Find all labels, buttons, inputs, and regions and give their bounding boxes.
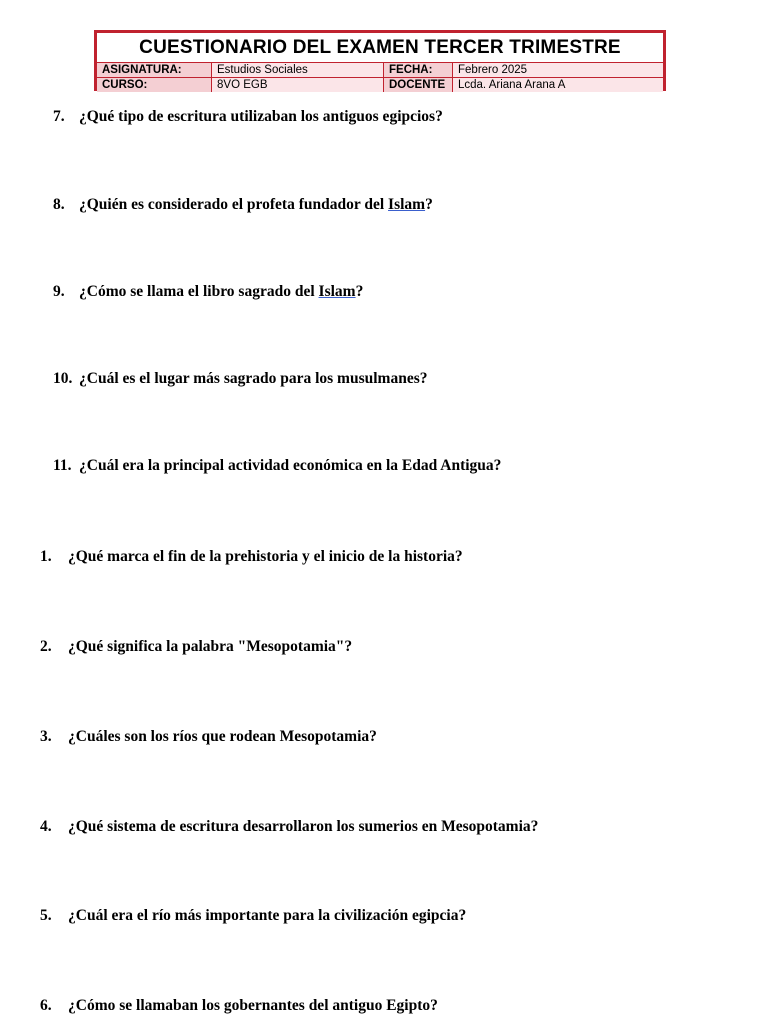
teacher-label: DOCENTE	[384, 78, 453, 92]
question-text-part: ¿Cómo se llama el libro sagrado del	[79, 283, 319, 300]
question-text: ¿Qué significa la palabra "Mesopotamia"?	[68, 638, 353, 655]
question-number: 2.	[40, 638, 52, 655]
date-label: FECHA:	[384, 63, 453, 77]
question-text-part: ¿Quién es considerado el profeta fundador del	[79, 196, 389, 213]
question-number: 1.	[40, 548, 52, 565]
question-item	[53, 196, 433, 214]
exam-title: CUESTIONARIO DEL EXAMEN TERCER TRIMESTRE	[97, 33, 663, 63]
question-text: ¿Cuál es el lugar más sagrado para los musulmanes?	[79, 370, 428, 387]
question-number: 4.	[40, 818, 52, 835]
underlined-word: Islam	[318, 283, 356, 300]
question-item	[53, 370, 428, 388]
question-item	[40, 638, 352, 656]
question-item	[40, 907, 466, 925]
question-text-part: ?	[355, 283, 364, 300]
question-text-part: ?	[425, 196, 433, 213]
question-item	[40, 997, 438, 1015]
question-text: ¿Qué tipo de escritura utilizaban los antiguos egipcios?	[79, 108, 443, 125]
date-value: Febrero 2025	[453, 63, 663, 77]
header-row-subject	[97, 63, 663, 78]
question-item	[40, 728, 377, 746]
exam-header-table	[94, 30, 666, 91]
question-number: 11.	[53, 457, 72, 474]
question-text: ¿Cómo se llamaban los gobernantes del antiguo Egipto?	[68, 997, 438, 1014]
subject-value: Estudios Sociales	[212, 63, 384, 77]
subject-label: ASIGNATURA:	[97, 63, 212, 77]
question-item	[53, 457, 501, 475]
question-number: 3.	[40, 728, 52, 745]
question-number: 9.	[53, 283, 65, 300]
header-row-course	[97, 78, 663, 92]
question-text: ¿Cuáles son los ríos que rodean Mesopotamia?	[68, 728, 377, 745]
question-text: ¿Qué marca el fin de la prehistoria y el inicio de la historia?	[68, 548, 463, 565]
question-text	[79, 196, 433, 214]
question-item	[53, 283, 363, 301]
question-number: 7.	[53, 108, 65, 125]
question-item	[53, 108, 443, 126]
teacher-value: Lcda. Ariana Arana A	[453, 78, 663, 92]
question-text: ¿Cuál era la principal actividad económica en la Edad Antigua?	[79, 457, 502, 474]
course-value: 8VO EGB	[212, 78, 384, 92]
question-number: 8.	[53, 196, 65, 213]
course-label: CURSO:	[97, 78, 212, 92]
question-text: ¿Qué sistema de escritura desarrollaron los sumerios en Mesopotamia?	[68, 818, 539, 835]
question-number: 6.	[40, 997, 52, 1014]
underlined-word: Islam	[388, 196, 426, 213]
question-number: 10.	[53, 370, 73, 387]
question-item	[40, 548, 463, 566]
question-number: 5.	[40, 907, 52, 924]
question-text	[79, 283, 363, 301]
question-item	[40, 818, 538, 836]
question-text: ¿Cuál era el río más importante para la civilización egipcia?	[68, 907, 467, 924]
